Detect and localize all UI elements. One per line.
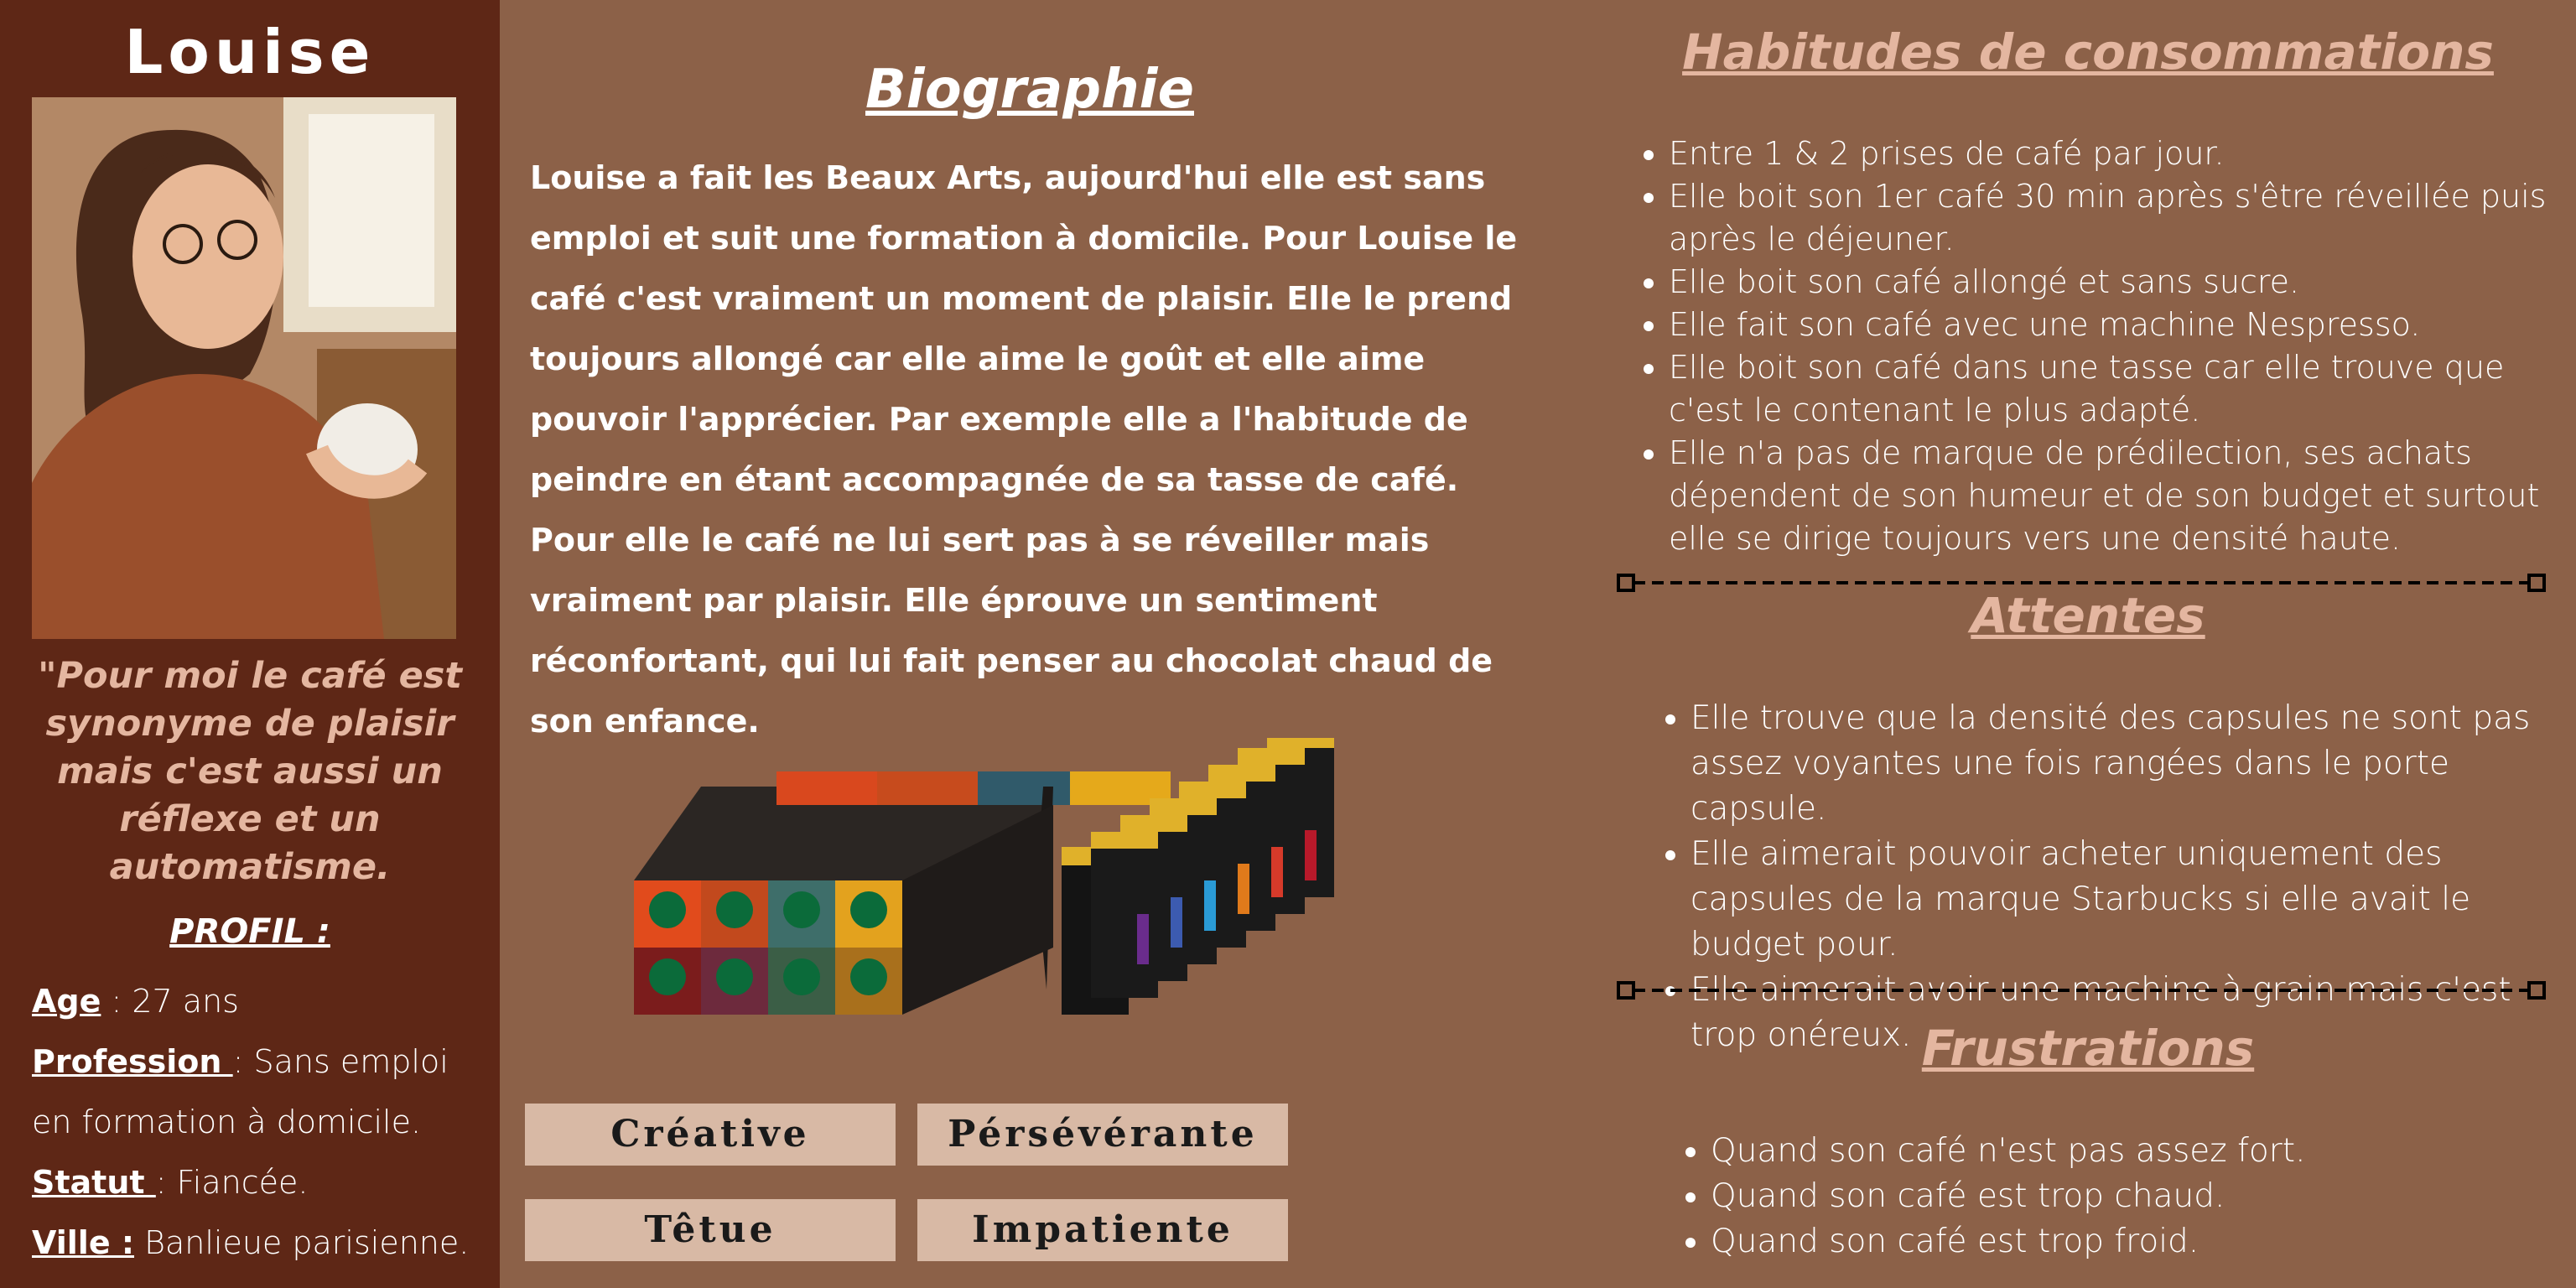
profile-key: Statut <box>32 1164 156 1201</box>
trait-tag-tetue: Têtue <box>525 1199 896 1261</box>
expectations-list <box>1655 696 2576 1058</box>
profile-profession <box>32 1031 485 1152</box>
profile-key: Age <box>32 983 101 1020</box>
expectations-title: Attentes <box>1971 587 2205 644</box>
profile-key: Ville : <box>32 1224 135 1261</box>
habit-item: • Elle boit son café allongé et sans sucre. <box>1669 261 2576 304</box>
habits-title: Habitudes de consommations <box>1682 23 2494 80</box>
frustration-item: • Quand son café est trop chaud. <box>1711 1174 2566 1219</box>
profile-value: Banlieue parisienne. <box>134 1224 470 1261</box>
persona-photo <box>32 97 456 639</box>
coffee-capsules-image <box>634 738 1363 1040</box>
profile-value: : Fiancée. <box>155 1164 309 1201</box>
habit-item: • Elle fait son café avec une machine Nespresso. <box>1669 304 2576 346</box>
profile-sidebar <box>0 0 500 1288</box>
habit-item: • Elle boit son café dans une tasse car elle trouve que c'est le contenant le plus adapté. <box>1669 346 2576 432</box>
profile-value: : Sans emploi en formation à domicile. <box>32 1043 449 1140</box>
profile-value: : 27 ans <box>101 983 239 1020</box>
section-divider <box>1617 981 2546 1000</box>
frustration-item: • Quand son café est trop froid. <box>1711 1219 2566 1265</box>
profile-list <box>32 971 485 1273</box>
habit-item: • Elle boit son 1er café 30 min après s'être réveillée puis après le déjeuner. <box>1669 175 2576 261</box>
frustration-item: • Quand son café n'est pas assez fort. <box>1711 1129 2566 1174</box>
profile-key: Profession <box>32 1043 233 1080</box>
expectation-item: • Elle aimerait pouvoir acheter uniquement des capsules de la marque Starbucks si elle avait le budget pour. <box>1690 832 2576 968</box>
profile-age <box>32 971 485 1031</box>
frustrations-list <box>1677 1129 2566 1265</box>
habit-item: • Elle n'a pas de marque de prédilection, ses achats dépendent de son humeur et de son budget et surtout elle se dirige toujours vers une densité haute. <box>1669 432 2576 560</box>
biography-text: Louise a fait les Beaux Arts, aujourd'hui elle est sans emploi et suit une formation à domicile. Pour Louise le café c'est vraiment un moment de plaisir. Elle le prend toujours allongé car elle aime le goût et elle aime pouvoir l'apprécier. Par exemple elle a l'habitude de peindre en étant accompagnée de sa tasse de café. Pour elle le café ne lui sert pas à se réveiller mais vraiment par plaisir. Elle éprouve un sentiment réconfortant, qui lui fait penser au chocolat chaud de son enfance. <box>530 159 1518 740</box>
persona-name: Louise <box>124 17 376 87</box>
trait-tag-impatiente: Impatiente <box>917 1199 1288 1261</box>
biography-title: Biographie <box>865 59 1194 121</box>
frustrations-title: Frustrations <box>1921 1020 2255 1077</box>
profile-city <box>32 1213 485 1273</box>
woman-drinking-coffee-image <box>32 97 456 639</box>
profile-title: PROFIL : <box>169 912 330 951</box>
trait-tag-perseverante: Pérsévérante <box>917 1104 1288 1166</box>
profile-status <box>32 1152 485 1213</box>
habit-item: • Entre 1 & 2 prises de café par jour. <box>1669 132 2576 175</box>
trait-tag-creative: Créative <box>525 1104 896 1166</box>
expectation-item: • Elle trouve que la densité des capsules ne sont pas assez voyantes une fois rangées dans le porte capsule. <box>1690 696 2576 832</box>
capsule-boxes-illustration <box>634 738 1363 1040</box>
expectation-item: • Elle aimerait avoir une machine à grain mais c'est trop onéreux. <box>1690 968 2576 1058</box>
persona-quote: "Pour moi le café est synonyme de plaisir mais c'est aussi un réflexe et un automatisme. <box>38 655 462 888</box>
habits-list <box>1635 132 2576 560</box>
